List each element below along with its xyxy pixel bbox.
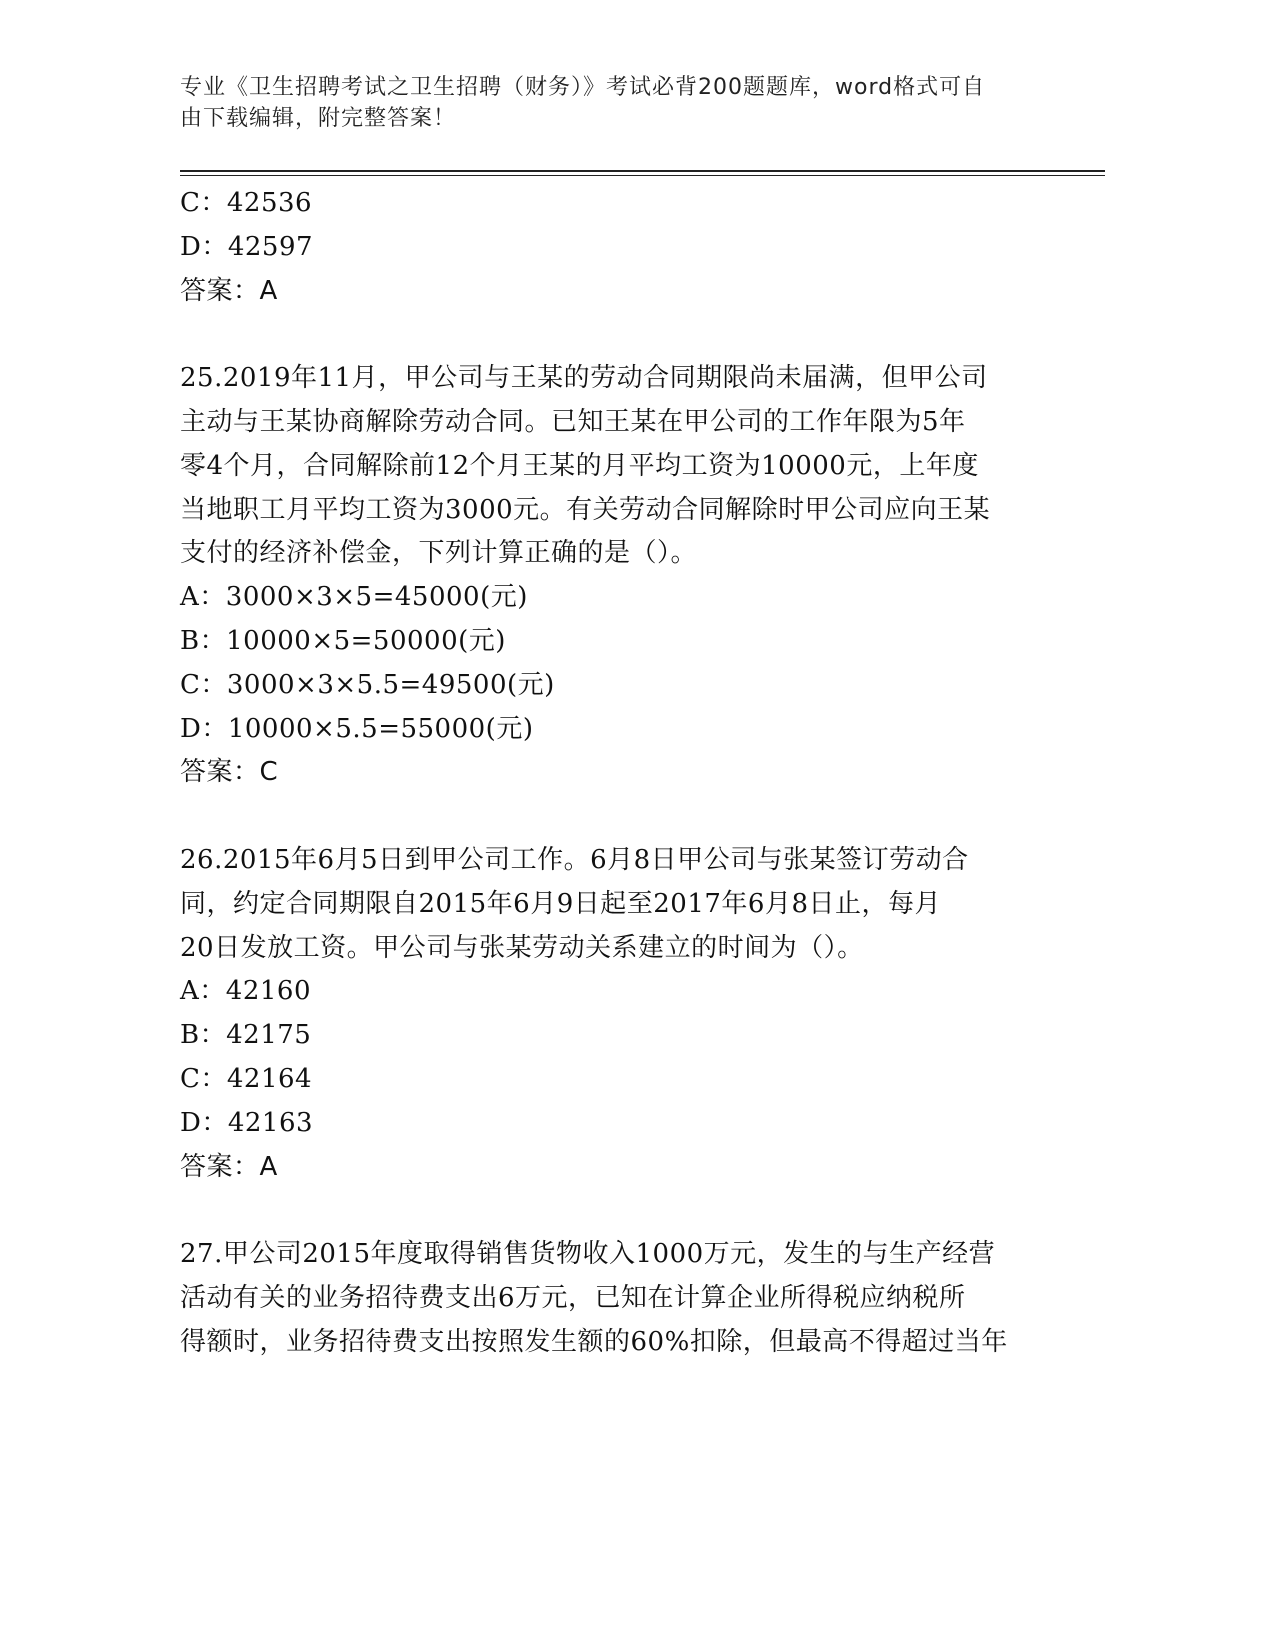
question-26-option-c: C：42164	[180, 1063, 313, 1094]
spacer	[180, 313, 1060, 357]
question-27-line: 活动有关的业务招待费支出6万元，已知在计算企业所得税应纳税所	[180, 1282, 966, 1313]
question-25-line: 零4个月，合同解除前12个月王某的月平均工资为10000元，上年度	[180, 450, 979, 481]
question-26-option-b: B：42175	[180, 1020, 312, 1051]
question-25-text	[180, 357, 1060, 576]
document-header	[180, 72, 1050, 134]
question-25-option-c: C：3000×3×5.5=49500(元)	[180, 669, 555, 700]
header-divider-thin	[180, 175, 1105, 176]
spacer	[180, 795, 1060, 839]
prev-option-c: C：42536	[180, 188, 313, 218]
header-line-1: 专业《卫生招聘考试之卫生招聘（财务）》考试必背200题题库，word格式可自	[180, 75, 986, 100]
header-divider-thick	[180, 170, 1105, 172]
question-26-line: 20日发放工资。甲公司与张某劳动关系建立的时间为（）。	[180, 932, 864, 963]
header-line-2: 由下载编辑，附完整答案！	[180, 106, 457, 131]
question-25-line: 支付的经济补偿金，下列计算正确的是（）。	[180, 538, 698, 569]
question-26-text	[180, 839, 1060, 970]
question-26-line: 同，约定合同期限自2015年6月9日起至2017年6月8日止，每月	[180, 888, 942, 919]
question-25-answer: 答案：C	[180, 757, 279, 788]
question-26-option-d: D：42163	[180, 1107, 314, 1138]
question-25-line: 25.2019年11月，甲公司与王某的劳动合同期限尚未届满，但甲公司	[180, 363, 988, 394]
question-25-option-a: A：3000×3×5=45000(元)	[180, 582, 528, 613]
question-25-option-d: D：10000×5.5=55000(元)	[180, 713, 534, 744]
question-26-line: 26.2015年6月5日到甲公司工作。6月8日甲公司与张某签订劳动合	[180, 844, 969, 875]
prev-option-d: D：42597	[180, 231, 314, 262]
spacer	[180, 1189, 1060, 1233]
question-26-answer: 答案：A	[180, 1151, 278, 1182]
question-27-line: 27.甲公司2015年度取得销售货物收入1000万元，发生的与生产经营	[180, 1239, 996, 1270]
question-27-text	[180, 1233, 1060, 1364]
prev-answer: 答案：A	[180, 275, 278, 306]
document-body	[180, 182, 1060, 1365]
question-27-line: 得额时，业务招待费支出按照发生额的60%扣除，但最高不得超过当年	[180, 1326, 1008, 1357]
question-26-option-a: A：42160	[180, 976, 311, 1007]
question-25-option-b: B：10000×5=50000(元)	[180, 625, 506, 656]
question-25-line: 当地职工月平均工资为3000元。有关劳动合同解除时甲公司应向王某	[180, 494, 991, 525]
question-25-line: 主动与王某协商解除劳动合同。已知王某在甲公司的工作年限为5年	[180, 406, 966, 437]
